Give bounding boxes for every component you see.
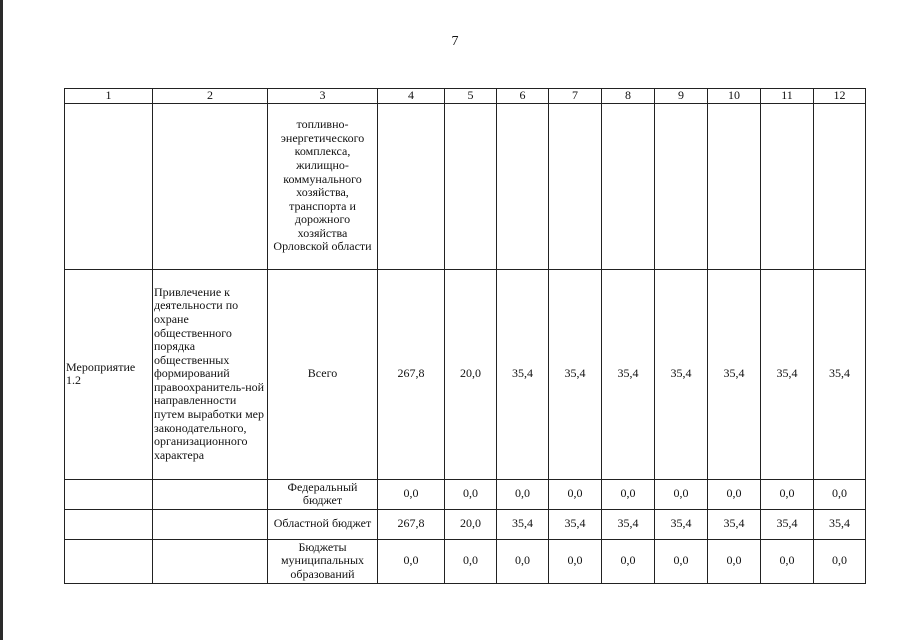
empty-cell <box>65 509 153 539</box>
empty-cell <box>65 479 153 509</box>
empty-cell <box>814 103 866 269</box>
empty-cell <box>602 103 655 269</box>
value-cell: 0,0 <box>378 479 445 509</box>
measure-total-row <box>65 269 866 479</box>
value-cell: 35,4 <box>602 269 655 479</box>
value-cell: 267,8 <box>378 509 445 539</box>
federal-budget-row <box>65 479 866 509</box>
value-cell: 35,4 <box>814 269 866 479</box>
value-cell: 35,4 <box>655 509 708 539</box>
value-cell: 0,0 <box>497 479 549 509</box>
empty-cell <box>65 539 153 583</box>
continuation-text: топливно-энергетического комплекса, жилищно-коммунального хозяйства, транспорта и дорожного хозяйства Орловской области <box>268 103 378 269</box>
value-cell: 0,0 <box>602 479 655 509</box>
value-cell: 0,0 <box>497 539 549 583</box>
empty-cell <box>708 103 761 269</box>
value-cell: 35,4 <box>497 269 549 479</box>
column-header: 8 <box>602 89 655 104</box>
value-cell: 0,0 <box>761 479 814 509</box>
value-cell: 35,4 <box>602 509 655 539</box>
regional-budget-row <box>65 509 866 539</box>
empty-cell <box>153 103 268 269</box>
measure-name: Привлечение к деятельности по охране общественного порядка общественных формирований правоохранитель-ной направленности путем выработки мер законодательного, организационного характера <box>153 269 268 479</box>
empty-cell <box>153 539 268 583</box>
value-cell: 35,4 <box>761 509 814 539</box>
value-cell: 20,0 <box>445 269 497 479</box>
column-header: 1 <box>65 89 153 104</box>
value-cell: 35,4 <box>549 509 602 539</box>
column-header: 3 <box>268 89 378 104</box>
empty-cell <box>378 103 445 269</box>
value-cell: 0,0 <box>549 539 602 583</box>
value-cell: 35,4 <box>655 269 708 479</box>
value-cell: 0,0 <box>814 539 866 583</box>
value-cell: 35,4 <box>708 269 761 479</box>
column-header: 6 <box>497 89 549 104</box>
value-cell: 0,0 <box>708 479 761 509</box>
value-cell: 35,4 <box>708 509 761 539</box>
column-header: 7 <box>549 89 602 104</box>
budget-table <box>64 88 866 584</box>
value-cell: 0,0 <box>549 479 602 509</box>
empty-cell <box>761 103 814 269</box>
value-cell: 35,4 <box>497 509 549 539</box>
value-cell: 0,0 <box>655 479 708 509</box>
value-cell: 0,0 <box>655 539 708 583</box>
empty-cell <box>153 479 268 509</box>
continuation-row <box>65 103 866 269</box>
value-cell: 0,0 <box>602 539 655 583</box>
page-number: 7 <box>451 34 459 49</box>
funding-source: Областной бюджет <box>268 509 378 539</box>
column-header: 2 <box>153 89 268 104</box>
column-header: 4 <box>378 89 445 104</box>
funding-source: Всего <box>268 269 378 479</box>
value-cell: 0,0 <box>761 539 814 583</box>
column-header: 11 <box>761 89 814 104</box>
empty-cell <box>655 103 708 269</box>
funding-source: Федеральный бюджет <box>268 479 378 509</box>
value-cell: 35,4 <box>549 269 602 479</box>
value-cell: 20,0 <box>445 509 497 539</box>
empty-cell <box>497 103 549 269</box>
value-cell: 35,4 <box>761 269 814 479</box>
value-cell: 267,8 <box>378 269 445 479</box>
column-header: 12 <box>814 89 866 104</box>
value-cell: 0,0 <box>708 539 761 583</box>
empty-cell <box>549 103 602 269</box>
column-number-row <box>65 89 866 104</box>
empty-cell <box>65 103 153 269</box>
empty-cell <box>445 103 497 269</box>
measure-code: Мероприятие 1.2 <box>65 269 153 479</box>
value-cell: 35,4 <box>814 509 866 539</box>
value-cell: 0,0 <box>445 479 497 509</box>
municipal-budget-row <box>65 539 866 583</box>
column-header: 5 <box>445 89 497 104</box>
value-cell: 0,0 <box>814 479 866 509</box>
column-header: 9 <box>655 89 708 104</box>
scan-left-edge <box>0 0 3 640</box>
value-cell: 0,0 <box>378 539 445 583</box>
value-cell: 0,0 <box>445 539 497 583</box>
column-header: 10 <box>708 89 761 104</box>
empty-cell <box>153 509 268 539</box>
funding-source: Бюджеты муниципальных образований <box>268 539 378 583</box>
